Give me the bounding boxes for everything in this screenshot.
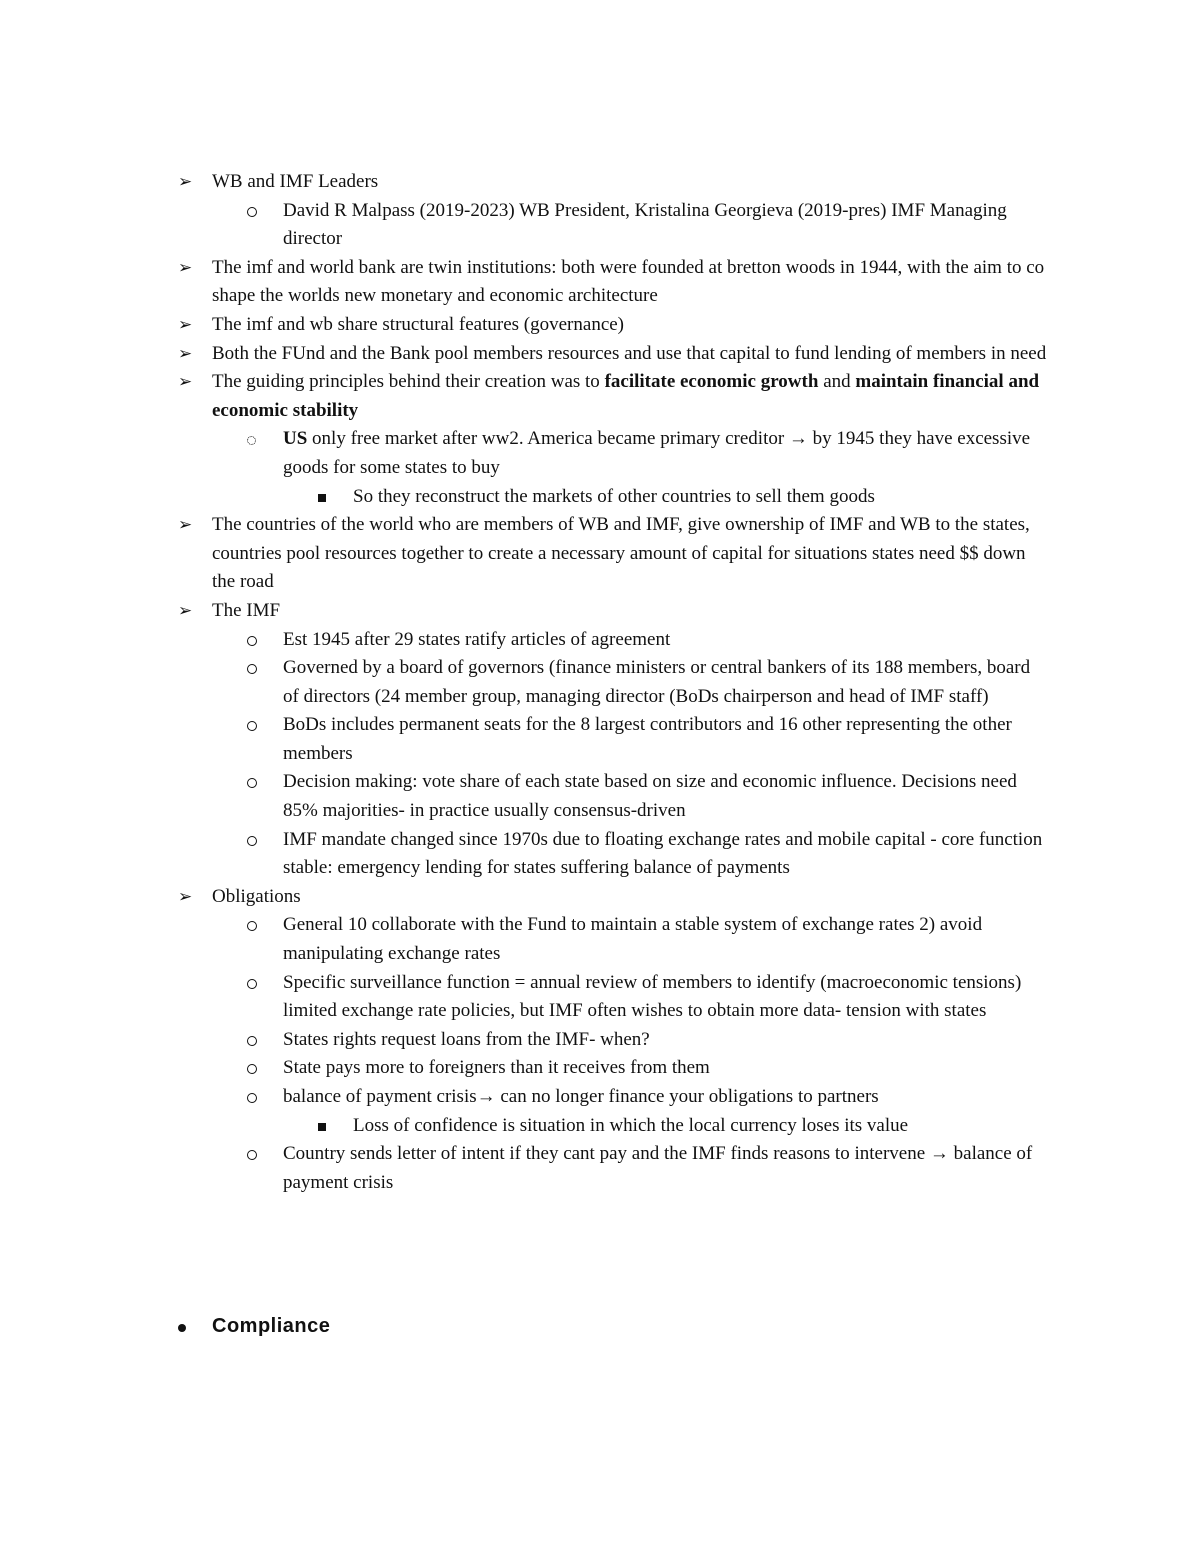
arrow-bullet-icon: ➢	[178, 600, 193, 620]
text-run: only free market after ww2. America became primary creditor → by 1945 they have excessive goods for some states to buy	[283, 428, 1031, 478]
list-item	[0, 1140, 1200, 1197]
item-text: Est 1945 after 29 states ratify articles of agreement	[283, 628, 671, 650]
arrow-bullet-icon: ➢	[178, 343, 193, 363]
item-text: State pays more to foreigners than it receives from them	[283, 1057, 710, 1079]
item-text: States rights request loans from the IMF- when?	[283, 1028, 650, 1050]
item-text: The imf and wb share structural features (governance)	[212, 313, 625, 335]
list-item	[0, 883, 1200, 912]
dotted-circle-bullet-icon	[247, 436, 256, 445]
item-text: BoDs includes permanent seats for the 8 largest contributors and 16 other representing the other members	[283, 714, 1012, 764]
notes-list	[0, 168, 1200, 1197]
circle-bullet-icon	[247, 207, 257, 217]
list-item	[0, 1054, 1200, 1083]
text-run: The guiding principles behind their creation was to	[212, 371, 605, 393]
item-text: David R Malpass (2019-2023) WB President, Kristalina Georgieva (2019-pres) IMF Managing director	[283, 199, 1007, 250]
bold-phrase: maintain financial and economic stability	[212, 371, 1040, 421]
arrow-bullet-icon: ➢	[178, 172, 193, 191]
bold-phrase: US	[283, 428, 308, 450]
item-text: Specific surveillance function = annual review of members to identify (macroeconomic tensions) limited exchange rate policies, but IMF often wishes to obtain more data- tension with states	[283, 971, 1022, 1022]
list-item	[0, 511, 1200, 597]
circle-bullet-icon	[247, 979, 257, 989]
item-text: Decision making: vote share of each state based on size and economic influence. Decisions need 85% majorities- in practice usually consensus-driven	[283, 771, 1017, 822]
circle-bullet-icon	[247, 1150, 257, 1160]
section-heading-text: Compliance	[212, 1315, 331, 1337]
item-text: The countries of the world who are members of WB and IMF, give ownership of IMF and WB to the states, countries pool resources together to create a necessary amount of capital for situations states need $$ down the road	[212, 514, 1030, 593]
list-item	[0, 1083, 1200, 1112]
list-item	[0, 826, 1200, 883]
list-item	[0, 197, 1200, 254]
item-text: The IMF	[212, 599, 281, 621]
list-item	[0, 597, 1200, 626]
item-text: Governed by a board of governors (finance ministers or central bankers of its 188 members, board of directors (24 member group, managing director (BoDs chairperson and head of IMF staff)	[283, 657, 1031, 707]
circle-bullet-icon	[247, 721, 257, 731]
list-item	[0, 1026, 1200, 1055]
list-item	[0, 1112, 1200, 1141]
square-bullet-icon	[318, 494, 326, 502]
item-text	[283, 428, 1030, 478]
list-item	[0, 340, 1200, 369]
list-item	[0, 368, 1200, 425]
arrow-bullet-icon: ➢	[178, 372, 193, 392]
circle-bullet-icon	[247, 636, 257, 646]
item-text: So they reconstruct the markets of other countries to sell them goods	[353, 485, 875, 507]
square-bullet-icon	[318, 1123, 326, 1131]
item-text: IMF mandate changed since 1970s due to floating exchange rates and mobile capital - core function stable: emergency lending for states suffering balance of payments	[283, 828, 1043, 879]
circle-bullet-icon	[247, 1093, 257, 1103]
item-text	[212, 371, 1039, 421]
item-text: Both the FUnd and the Bank pool members resources and use that capital to fund lending of members in need	[212, 342, 1047, 364]
disc-bullet-icon	[178, 1324, 186, 1332]
list-item	[0, 654, 1200, 711]
item-text: WB and IMF Leaders	[212, 171, 379, 192]
circle-bullet-icon	[247, 921, 257, 931]
circle-bullet-icon	[247, 664, 257, 674]
circle-bullet-icon	[247, 1064, 257, 1074]
item-text: balance of payment crisis→ can no longer finance your obligations to partners	[283, 1086, 879, 1107]
circle-bullet-icon	[247, 778, 257, 788]
item-text: The imf and world bank are twin institutions: both were founded at bretton woods in 1944, with the aim to co shape the worlds new monetary and economic architecture	[212, 256, 1045, 307]
list-item	[0, 168, 1200, 197]
item-text: Country sends letter of intent if they cant pay and the IMF finds reasons to intervene → balance of payment crisis	[283, 1143, 1033, 1193]
circle-bullet-icon	[247, 1036, 257, 1046]
list-item	[0, 969, 1200, 1026]
circle-bullet-icon	[247, 836, 257, 846]
list-item	[0, 311, 1200, 340]
arrow-bullet-icon: ➢	[178, 886, 193, 906]
arrow-bullet-icon: ➢	[178, 515, 193, 535]
item-text: General 10 collaborate with the Fund to maintain a stable system of exchange rates 2) avoid manipulating exchange rates	[283, 914, 983, 965]
section-heading	[0, 1312, 1200, 1340]
arrow-bullet-icon: ➢	[178, 257, 193, 277]
item-text: Loss of confidence is situation in which the local currency loses its value	[353, 1114, 909, 1136]
list-item	[0, 711, 1200, 768]
bold-phrase: facilitate economic growth	[604, 371, 819, 393]
list-item	[0, 911, 1200, 968]
list-item	[0, 254, 1200, 311]
text-run: and	[818, 371, 856, 393]
arrow-bullet-icon: ➢	[178, 314, 193, 334]
list-item	[0, 626, 1200, 655]
item-text: Obligations	[212, 885, 301, 907]
list-item	[0, 768, 1200, 825]
list-item	[0, 425, 1200, 482]
list-item	[0, 483, 1200, 512]
